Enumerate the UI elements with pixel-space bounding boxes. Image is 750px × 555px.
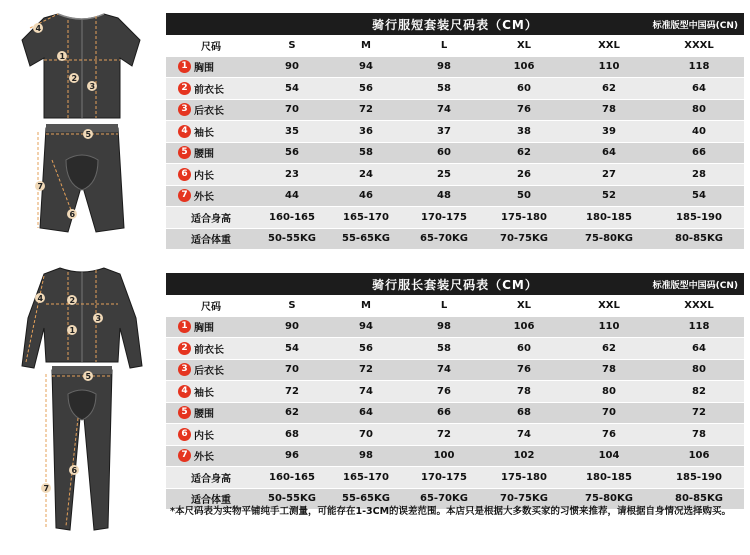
row-label: 2 前衣长 xyxy=(166,338,256,360)
row-label: 2 前衣长 xyxy=(166,78,256,100)
table-row: 6 内长 68 70 72 74 76 78 xyxy=(166,424,744,446)
long-label-1: 1 xyxy=(69,326,76,335)
long-chart-title: 骑行服长套装尺码表（CM） xyxy=(372,278,538,292)
long-label-3: 3 xyxy=(95,314,102,323)
marker-4: 4 xyxy=(178,125,191,138)
header-s: S xyxy=(256,35,328,56)
long-chart-title-bar xyxy=(166,273,744,295)
row-label: 1 胸围 xyxy=(166,56,256,78)
table-row: 3 后衣长 70 72 74 76 78 80 xyxy=(166,359,744,381)
marker-3: 3 xyxy=(178,103,191,116)
header-l: L xyxy=(404,295,484,316)
row-label: 6 内长 xyxy=(166,164,256,186)
header-xxxl: XXXL xyxy=(654,295,744,316)
label-4: 4 xyxy=(35,24,42,33)
marker-2: 2 xyxy=(178,82,191,95)
row-label: 4 袖长 xyxy=(166,121,256,143)
long-suit-size-chart xyxy=(166,273,744,510)
label-1: 1 xyxy=(59,52,66,61)
long-suit-drawing xyxy=(0,258,165,540)
long-chart-table xyxy=(166,295,744,510)
header-xl: XL xyxy=(484,295,564,316)
row-label: 5 腰围 xyxy=(166,402,256,424)
table-row: 7 外长 44 46 48 50 52 54 xyxy=(166,185,744,207)
table-row: 5 腰围 56 58 60 62 64 66 xyxy=(166,142,744,164)
table-row: 2 前衣长 54 56 58 60 62 64 xyxy=(166,78,744,100)
table-row-weight: 适合体重 50-55KG 55-65KG 65-70KG 70-75KG 75-80KG 80-85KG xyxy=(166,228,744,250)
table-row-weight: 适合体重 50-55KG 55-65KG 65-70KG 70-75KG 75-80KG 80-85KG xyxy=(166,488,744,510)
table-row-height: 适合身高 160-165 165-170 170-175 175-180 180-185 185-190 xyxy=(166,207,744,229)
marker-3: 3 xyxy=(178,363,191,376)
row-label: 3 后衣长 xyxy=(166,359,256,381)
long-chart-standard: 标准版型中国码(CN) xyxy=(652,281,738,291)
row-label: 3 后衣长 xyxy=(166,99,256,121)
header-m: M xyxy=(328,295,404,316)
table-header-row xyxy=(166,295,744,316)
header-xxl: XXL xyxy=(564,295,654,316)
marker-1: 1 xyxy=(178,60,191,73)
header-m: M xyxy=(328,35,404,56)
long-label-2: 2 xyxy=(69,296,76,305)
header-xxxl: XXXL xyxy=(654,35,744,56)
row-label: 5 腰围 xyxy=(166,142,256,164)
row-label: 4 袖长 xyxy=(166,381,256,403)
marker-2: 2 xyxy=(178,342,191,355)
row-label: 7 外长 xyxy=(166,185,256,207)
table-row: 3 后衣长 70 72 74 76 78 80 xyxy=(166,99,744,121)
marker-6: 6 xyxy=(178,168,191,181)
table-row: 4 袖长 35 36 37 38 39 40 xyxy=(166,121,744,143)
header-s: S xyxy=(256,295,328,316)
label-6: 6 xyxy=(69,210,76,219)
header-size: 尺码 xyxy=(166,295,256,316)
label-2: 2 xyxy=(71,74,78,83)
marker-7: 7 xyxy=(178,189,191,202)
table-row: 1 胸围 90 94 98 106 110 118 xyxy=(166,56,744,78)
short-chart-table xyxy=(166,35,744,250)
marker-6: 6 xyxy=(178,428,191,441)
header-xl: XL xyxy=(484,35,564,56)
short-suit-size-chart xyxy=(166,13,744,250)
table-header-row xyxy=(166,35,744,56)
table-row-height: 适合身高 160-165 165-170 170-175 175-180 180-185 185-190 xyxy=(166,467,744,489)
short-suit-drawing xyxy=(0,0,165,240)
short-suit-illustration xyxy=(0,0,165,240)
label-5: 5 xyxy=(85,130,92,139)
label-3: 3 xyxy=(89,82,96,91)
label-7: 7 xyxy=(37,182,44,191)
table-row: 2 前衣长 54 56 58 60 62 64 xyxy=(166,338,744,360)
short-chart-title: 骑行服短套装尺码表（CM） xyxy=(372,18,538,32)
marker-7: 7 xyxy=(178,449,191,462)
marker-4: 4 xyxy=(178,385,191,398)
table-row: 1 胸围 90 94 98 106 110 118 xyxy=(166,316,744,338)
table-row: 4 袖长 72 74 76 78 80 82 xyxy=(166,381,744,403)
short-chart-title-bar xyxy=(166,13,744,35)
table-row: 7 外长 96 98 100 102 104 106 xyxy=(166,445,744,467)
long-label-5: 5 xyxy=(85,372,92,381)
long-label-6: 6 xyxy=(71,466,78,475)
marker-1: 1 xyxy=(178,320,191,333)
table-row: 5 腰围 62 64 66 68 70 72 xyxy=(166,402,744,424)
long-label-7: 7 xyxy=(43,484,50,493)
row-label: 6 内长 xyxy=(166,424,256,446)
header-size: 尺码 xyxy=(166,35,256,56)
long-suit-illustration xyxy=(0,258,165,540)
row-label: 7 外长 xyxy=(166,445,256,467)
long-label-4: 4 xyxy=(37,294,44,303)
measurement-note: *本尺码表为实物平铺纯手工测量，可能存在1-3CM的误差范围。本店只是根据大多数买家的习惯来推荐，请根据自身情况选择购买。 xyxy=(170,506,732,517)
table-row: 6 内长 23 24 25 26 27 28 xyxy=(166,164,744,186)
header-l: L xyxy=(404,35,484,56)
header-xxl: XXL xyxy=(564,35,654,56)
marker-5: 5 xyxy=(178,406,191,419)
row-label: 1 胸围 xyxy=(166,316,256,338)
marker-5: 5 xyxy=(178,146,191,159)
short-chart-standard: 标准版型中国码(CN) xyxy=(652,21,738,31)
